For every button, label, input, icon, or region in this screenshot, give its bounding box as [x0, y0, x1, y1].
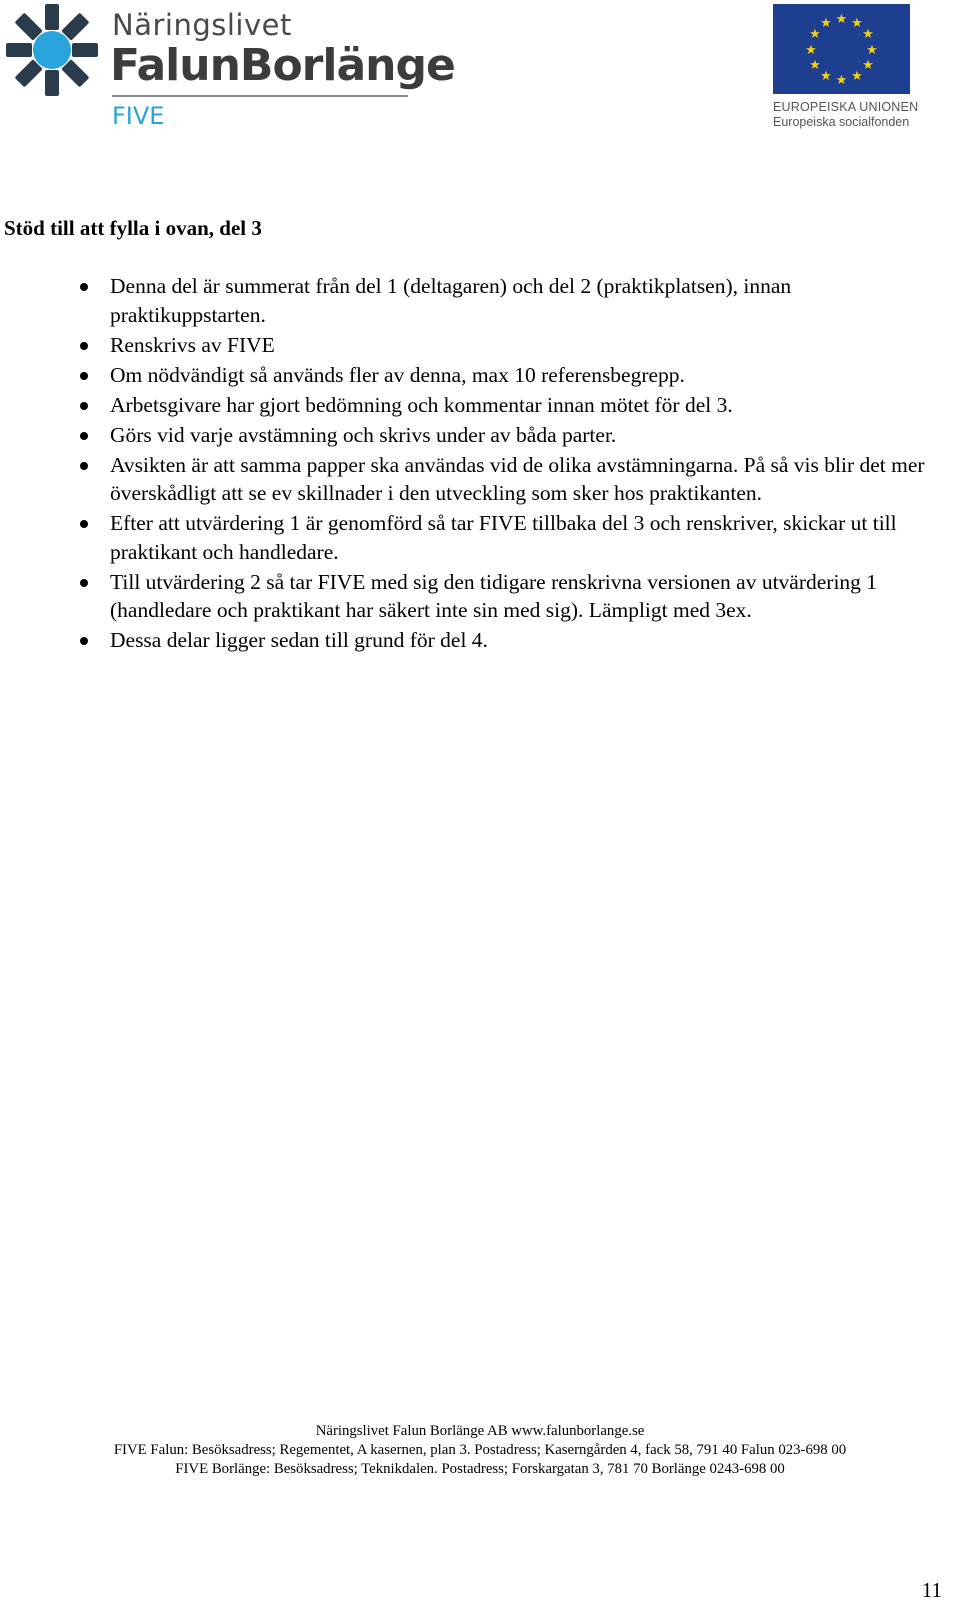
svg-text:★: ★	[851, 16, 863, 31]
svg-text:★: ★	[866, 43, 878, 58]
svg-text:★: ★	[862, 58, 874, 73]
page-number: 11	[921, 1578, 942, 1602]
list-item: Avsikten är att samma papper ska användas vid de olika avstämningarna. På så vis blir det mer överskådligt att se ev skillnader i den utveckling som sker hos praktikanten.	[0, 451, 960, 508]
eu-flag-icon	[773, 4, 910, 94]
list-item: Dessa delar ligger sedan till grund för del 4.	[0, 626, 960, 655]
svg-text:★: ★	[805, 43, 817, 58]
svg-text:★: ★	[820, 69, 832, 84]
list-item: Till utvärdering 2 så tar FIVE med sig den tidigare renskrivna versionen av utvärdering 1 (handledare och praktikant har säkert inte sin med sig). Lämpligt med 3ex.	[0, 568, 960, 625]
svg-text:★: ★	[820, 16, 832, 31]
section-heading: Stöd till att fylla i ovan, del 3	[4, 216, 262, 240]
footer-falun-address: FIVE Falun: Besöksadress; Regementet, A kasernen, plan 3. Postadress; Kaserngården 4, fack 58, 791 40 Falun 023-698 00	[113, 1442, 847, 1458]
naringslivet-falunborlange-logo	[2, 2, 455, 134]
svg-text:★: ★	[862, 27, 874, 42]
eu-text-socialfonden: Europeiska socialfonden	[773, 115, 910, 129]
svg-text:★: ★	[851, 69, 863, 84]
svg-text:★: ★	[835, 12, 848, 27]
sun-logo-icon	[2, 2, 106, 106]
eu-stars-icon	[773, 4, 910, 94]
bullet-icon	[80, 372, 88, 380]
list-item: Arbetsgivare har gjort bedömning och kommentar innan mötet för del 3.	[0, 391, 960, 420]
bullet-icon	[80, 283, 88, 291]
bullet-icon	[80, 432, 88, 440]
svg-text:★: ★	[809, 58, 821, 73]
bullet-icon	[80, 402, 88, 410]
page-header	[0, 0, 960, 140]
list-item: Om nödvändigt så används fler av denna, max 10 referensbegrepp.	[0, 361, 960, 390]
svg-text:★: ★	[809, 27, 821, 42]
bullet-icon	[80, 637, 88, 645]
bullet-icon	[80, 520, 88, 528]
bullet-icon	[80, 462, 88, 470]
footer-company-line: Näringslivet Falun Borlänge AB www.falunborlange.se	[315, 1423, 645, 1439]
page-footer	[0, 1422, 960, 1479]
footer-borlange-address: FIVE Borlänge: Besöksadress; Teknikdalen. Postadress; Forskargatan 3, 781 70 Borlänge 0243-698 00	[175, 1461, 785, 1477]
bullet-icon	[80, 579, 88, 587]
list-item: Denna del är summerat från del 1 (deltagaren) och del 2 (praktikplatsen), innan praktikuppstarten.	[0, 272, 960, 329]
logo-divider	[112, 95, 408, 97]
logo-text-falunborlange: FalunBorlänge	[110, 40, 455, 91]
list-item: Renskrivs av FIVE	[0, 331, 960, 360]
list-item: Efter att utvärdering 1 är genomförd så tar FIVE tillbaka del 3 och renskriver, skickar ut till praktikant och handledare.	[0, 509, 960, 566]
eu-text-union: EUROPEISKA UNIONEN	[773, 100, 919, 114]
svg-text:★: ★	[835, 73, 848, 88]
eu-logo	[770, 4, 920, 132]
list-item: Görs vid varje avstämning och skrivs under av båda parter.	[0, 421, 960, 450]
logo-text-five: FIVE	[112, 102, 165, 130]
bullet-icon	[80, 342, 88, 350]
instruction-list	[0, 272, 960, 656]
logo-text-naringslivet: Näringslivet	[112, 8, 292, 42]
